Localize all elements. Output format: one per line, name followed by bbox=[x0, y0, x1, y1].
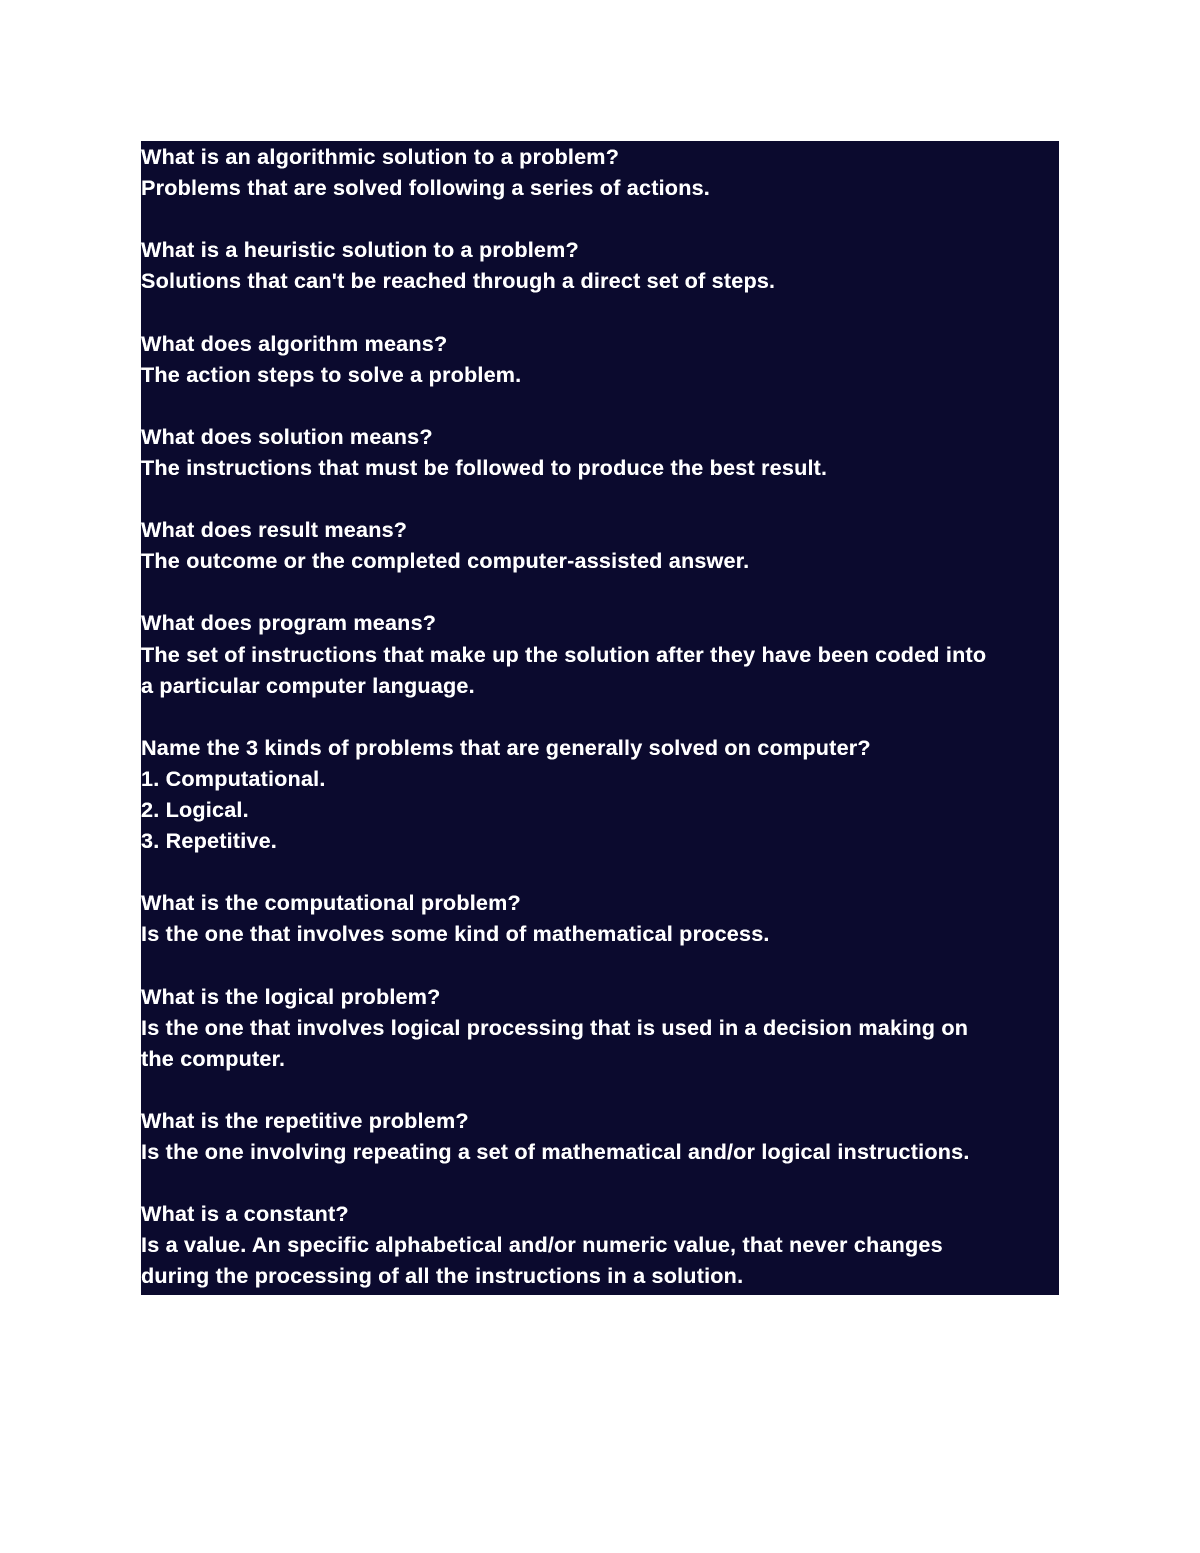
answer-text: during the processing of all the instructions in a solution. bbox=[141, 1263, 744, 1289]
answer-text: Solutions that can't be reached through a direct set of steps. bbox=[141, 268, 776, 294]
answer-text: The outcome or the completed computer-assisted answer. bbox=[141, 548, 750, 574]
question-text: What is a constant? bbox=[141, 1201, 349, 1227]
flashcard-panel bbox=[141, 141, 1059, 1295]
qa-item-9 bbox=[141, 981, 1059, 1074]
question-text: What does program means? bbox=[141, 610, 437, 636]
question-text: Name the 3 kinds of problems that are generally solved on computer? bbox=[141, 734, 871, 760]
question-text: What is an algorithmic solution to a problem? bbox=[141, 144, 620, 169]
qa-item-7 bbox=[141, 732, 1059, 856]
answer-text: a particular computer language. bbox=[141, 672, 475, 698]
qa-item-1 bbox=[141, 141, 1059, 203]
qa-item-11 bbox=[141, 1198, 1059, 1291]
answer-text: Is a value. An specific alphabetical and/or numeric value, that never changes bbox=[141, 1232, 943, 1258]
answer-text: Problems that are solved following a series of actions. bbox=[141, 175, 710, 201]
answer-text: the computer. bbox=[141, 1045, 286, 1071]
question-text: What is the logical problem? bbox=[141, 983, 441, 1009]
question-text: What is a heuristic solution to a problem? bbox=[141, 237, 579, 263]
qa-item-8 bbox=[141, 887, 1059, 949]
qa-item-3 bbox=[141, 328, 1059, 390]
answer-list-item: 2. Logical. bbox=[141, 796, 249, 822]
qa-item-2 bbox=[141, 234, 1059, 296]
question-text: What does solution means? bbox=[141, 423, 433, 449]
qa-item-5 bbox=[141, 514, 1059, 576]
qa-item-10 bbox=[141, 1105, 1059, 1167]
answer-list-item: 3. Repetitive. bbox=[141, 828, 278, 854]
question-text: What does algorithm means? bbox=[141, 330, 448, 356]
qa-item-4 bbox=[141, 421, 1059, 483]
answer-text: The instructions that must be followed to produce the best result. bbox=[141, 454, 828, 480]
question-text: What is the repetitive problem? bbox=[141, 1107, 469, 1133]
question-text: What does result means? bbox=[141, 517, 408, 543]
answer-text: Is the one that involves some kind of mathematical process. bbox=[141, 921, 770, 947]
question-text: What is the computational problem? bbox=[141, 890, 521, 916]
answer-text: Is the one involving repeating a set of mathematical and/or logical instructions. bbox=[141, 1139, 970, 1164]
answer-text: The action steps to solve a problem. bbox=[141, 361, 522, 387]
answer-text: The set of instructions that make up the solution after they have been coded into bbox=[141, 641, 987, 667]
qa-item-6 bbox=[141, 607, 1059, 700]
qa-list bbox=[141, 141, 1059, 1291]
answer-list-item: 1. Computational. bbox=[141, 765, 326, 791]
answer-text: Is the one that involves logical processing that is used in a decision making on bbox=[141, 1014, 969, 1040]
